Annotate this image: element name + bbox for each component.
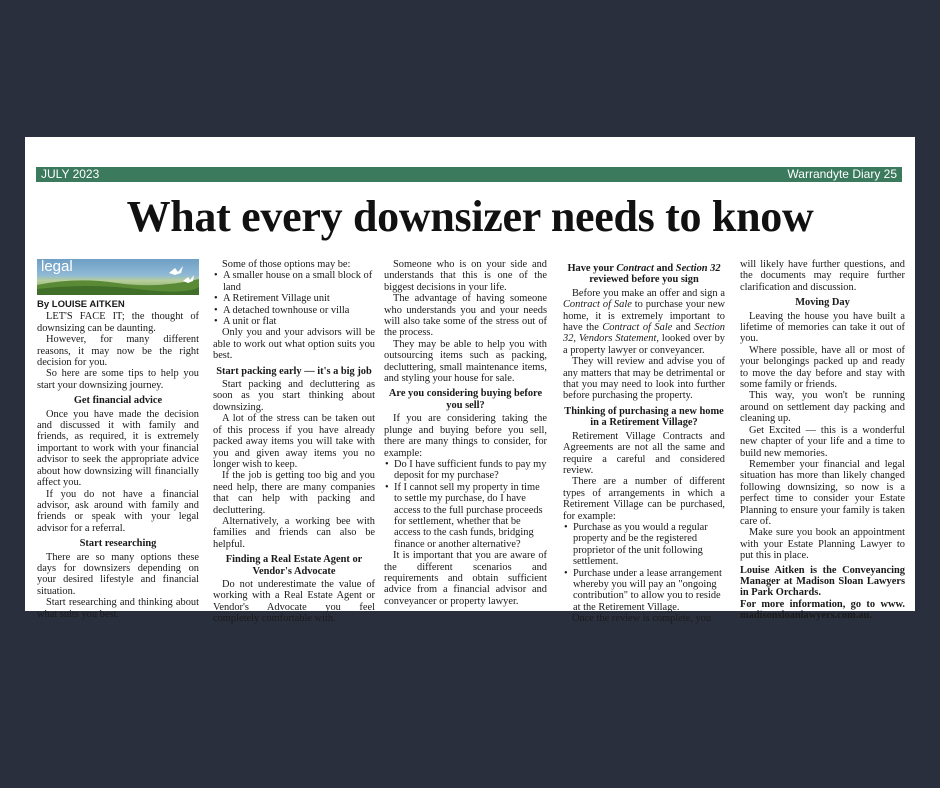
list-item: • If I cannot sell my property in time to settle my purchase, do I have access to the full purchase proceeds for settlement, whether that be access to the cash funds, bridging finance or another alternative? bbox=[394, 482, 547, 550]
paragraph bbox=[563, 288, 725, 356]
list-item: • A unit or flat bbox=[223, 316, 375, 327]
subheading: Start researching bbox=[79, 538, 157, 550]
heading-text: reviewed before you sign bbox=[589, 274, 699, 286]
paragraph: Where possible, have all or most of your belongings packed up and ready to move the day before and stay with some family or friends. bbox=[740, 344, 905, 391]
column-3 bbox=[384, 259, 547, 605]
arrangements-list bbox=[563, 522, 725, 613]
list-item: • A smaller house on a small block of land bbox=[223, 270, 375, 293]
questions-list bbox=[384, 459, 547, 550]
text: looked over by a property lawyer or conveyancer. bbox=[563, 333, 725, 356]
text: Contract of Sale bbox=[602, 322, 673, 334]
subheading: Get financial advice bbox=[73, 395, 163, 407]
text: Contract of Sale bbox=[563, 299, 632, 311]
paragraph: There are a number of different types of arrangements in which a Retirement Village can be purchased, for example: bbox=[563, 476, 725, 522]
subheading: Are you considering buying before you sell? bbox=[388, 388, 543, 411]
column-4 bbox=[563, 259, 725, 625]
paragraph: Get Excited — this is a wonderful new chapter of your life and a time to build new memories. bbox=[740, 424, 905, 459]
logo-word: legal bbox=[41, 258, 73, 275]
newspaper-clipping bbox=[25, 137, 915, 625]
paragraph: Remember your financial and legal situation has more than likely changed following downsizing, so now is a perfect time to consider your Estate Planning to ensure your family is taken care of. bbox=[740, 458, 905, 527]
subheading: Thinking of purchasing a new home in a Retirement Village? bbox=[564, 405, 724, 429]
subheading: Moving Day bbox=[795, 297, 850, 309]
list-item: • A Retirement Village unit bbox=[223, 293, 375, 304]
list-item: • Purchase as you would a regular property and be the registered proprietor of the unit following settlement. bbox=[573, 522, 725, 568]
paragraph: So here are some tips to help you start your downsizing journey. bbox=[37, 368, 199, 391]
paragraph: However, for many different reasons, it may now be the right decision for you. bbox=[37, 334, 199, 369]
text: and bbox=[672, 322, 695, 334]
paragraph: Leaving the house you have built a lifetime of memories can take it out of you. bbox=[740, 310, 905, 345]
heading-text: Contract bbox=[616, 263, 654, 274]
text: Section 32, Vendors Statement, bbox=[563, 322, 725, 345]
list-item: • Do I have sufficient funds to pay my deposit for my purchase? bbox=[394, 459, 547, 482]
paragraph: The advantage of having someone who understands you and your needs will also take some of the stress out of the process. bbox=[384, 293, 547, 339]
text: to purchase your new home, it is extremely important to have the bbox=[563, 299, 725, 334]
paragraph: A lot of the stress can be taken out of this process if you have already packed away items you will take with you and given away items you no longer wish to keep. bbox=[213, 413, 375, 470]
publication-page: Warrandyte Diary 25 bbox=[787, 167, 897, 181]
issue-date: JULY 2023 bbox=[41, 167, 100, 181]
heading-text: Section 32 bbox=[675, 263, 721, 274]
paragraph: Do not underestimate the value of working with a Real Estate Agent or Vendor's Advocate you feel completely comfortable with. bbox=[213, 578, 375, 625]
paragraph: They may be able to help you with outsourcing items such as packing, decluttering, small maintenance items, and styling your house for sale. bbox=[384, 338, 547, 385]
paragraph: It is important that you are aware of the different scenarios and requirements and obtain sufficient advice from a financial advisor and conveyancer or property lawyer. bbox=[384, 550, 547, 607]
more-info: For more information, go to www. madisonsloanlawyers.com.au. bbox=[740, 598, 905, 622]
heading-text: Have your bbox=[567, 263, 617, 274]
paragraph: LET'S FACE IT; the thought of downsizing can be daunting. bbox=[37, 311, 199, 334]
column-2 bbox=[213, 259, 375, 625]
paragraph: If the job is getting too big and you need help, there are many companies that can help with packing and decluttering. bbox=[213, 470, 375, 516]
text: Before you make an offer and sign a bbox=[572, 287, 725, 299]
paragraph: They will review and advise you of any matters that may be detrimental or that you may need to look into further before purchasing the property. bbox=[563, 356, 725, 402]
paragraph: Start researching and thinking about what suits you best. bbox=[37, 597, 199, 620]
heading-text: and bbox=[653, 263, 676, 274]
paragraph: Only you and your advisors will be able to work out what option suits you best. bbox=[213, 327, 375, 362]
list-item: • A detached townhouse or villa bbox=[223, 305, 375, 316]
subheading: Start packing early — it's a big job bbox=[216, 365, 372, 377]
column-5 bbox=[740, 259, 905, 622]
paragraph: This way, you won't be running around on settlement day packing and cleaning up. bbox=[740, 390, 905, 425]
paragraph: If you are considering taking the plunge and buying before you sell, there are many things to consider, for example: bbox=[384, 413, 547, 459]
legal-section-logo bbox=[37, 259, 199, 295]
paragraph: Once the review is complete, you bbox=[572, 613, 712, 625]
headline: What every downsizer needs to know bbox=[126, 192, 814, 241]
bird-icon bbox=[37, 259, 199, 295]
paragraph: There are so many options these days for downsizers depending on your desired lifestyle and financial situation. bbox=[37, 551, 199, 597]
paragraph: Someone who is on your side and understands that this is one of the biggest decisions in your life. bbox=[384, 259, 547, 293]
header-bar bbox=[36, 167, 902, 182]
paragraph: Alternatively, a working bee with families and friends can also be helpful. bbox=[213, 515, 375, 550]
paragraph: Start packing and decluttering as soon as you start thinking about downsizing. bbox=[213, 379, 375, 413]
subheading: Finding a Real Estate Agent or Vendor's Advocate bbox=[225, 554, 363, 577]
paragraph: Some of those options may be: bbox=[222, 259, 351, 270]
byline: By LOUISE AITKEN bbox=[37, 299, 125, 310]
subheading bbox=[563, 263, 725, 286]
paragraph: If you do not have a financial advisor, ask around with family and friends or speak with your legal advisor for a referral. bbox=[37, 488, 199, 534]
author-bio: Louise Aitken is the Conveyancing Manager at Madison Sloan Lawyers in Park Orchards. bbox=[740, 564, 905, 599]
paragraph: Make sure you book an appointment with your Estate Planning Lawyer to put this in place. bbox=[740, 527, 905, 562]
paragraph: Retirement Village Contracts and Agreements are not all the same and require a careful and considered review. bbox=[563, 430, 725, 476]
list-item: • Purchase under a lease arrangement whereby you will pay an "ongoing contribution" to allow you to reside at the Retirement Village. bbox=[573, 568, 725, 614]
paragraph: will likely have further questions, and the documents may require further clarification and discussion. bbox=[740, 259, 905, 293]
options-list bbox=[213, 270, 375, 327]
column-1 bbox=[37, 258, 199, 620]
paragraph: Once you have made the decision and discussed it with family and friends, as required, it is extremely important to work with your financial advisor to seek the appropriate advice about how downsizing will financially affect you. bbox=[37, 408, 199, 489]
